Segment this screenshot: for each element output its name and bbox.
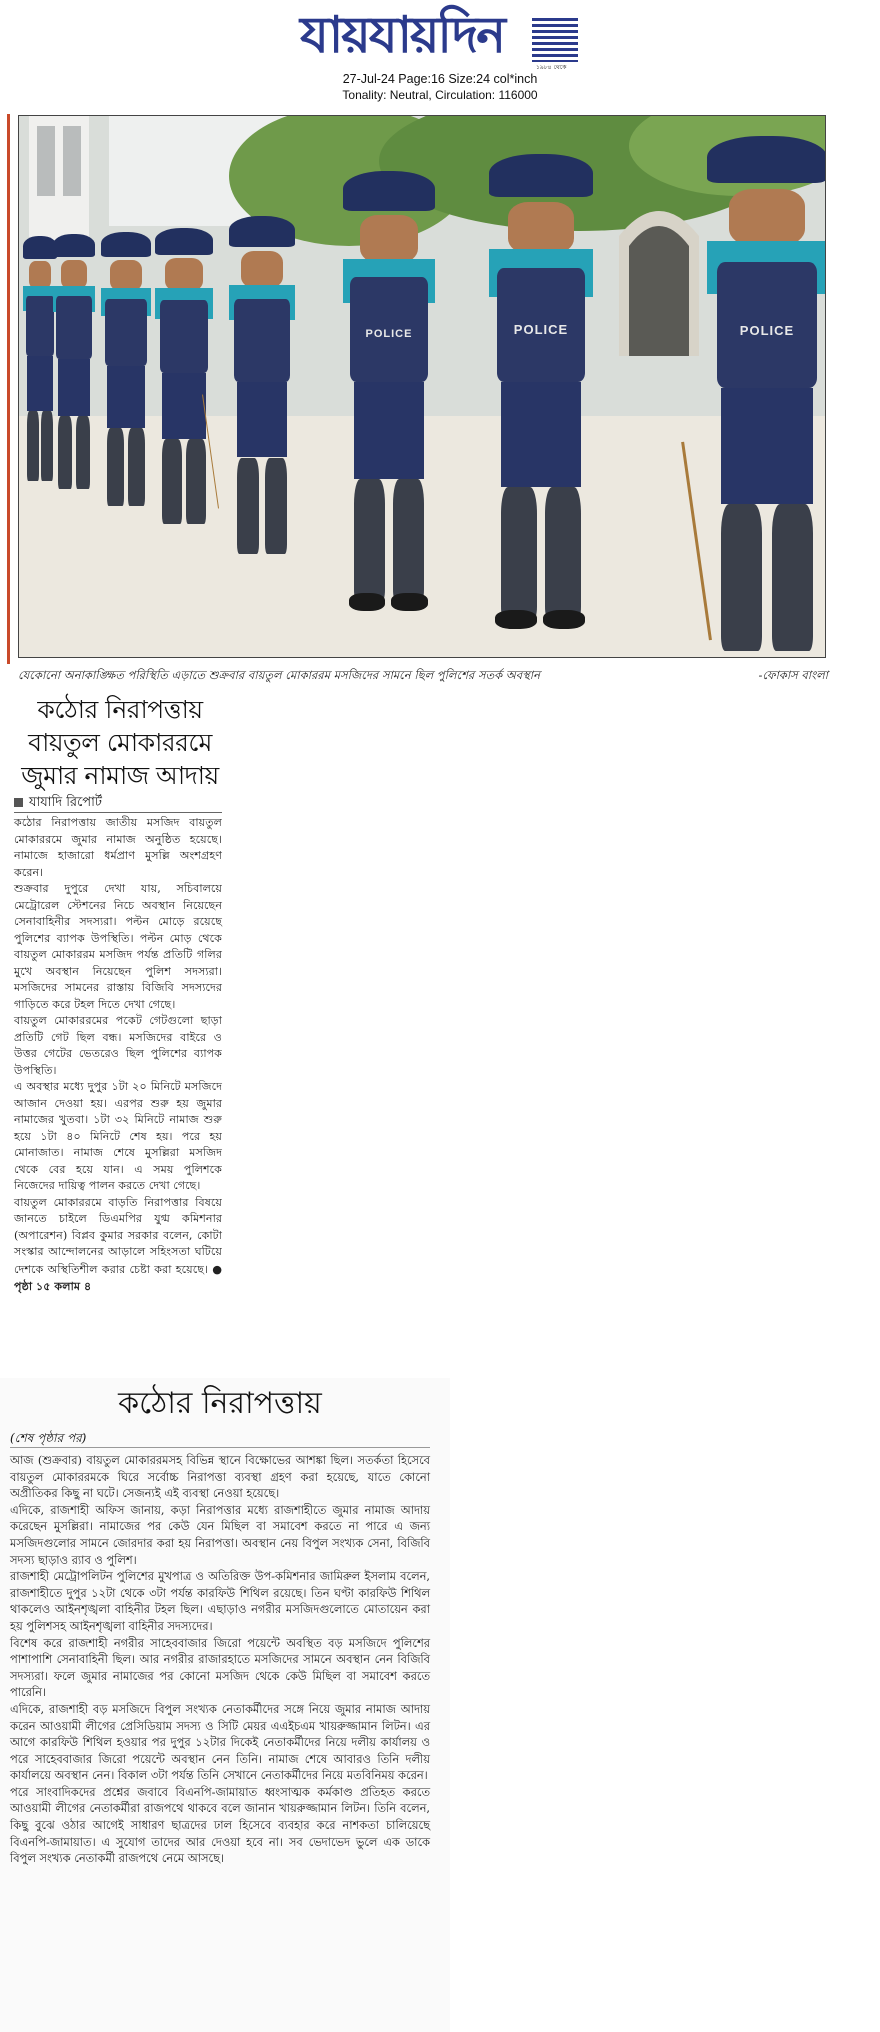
police-officer [707,136,826,658]
jump-reference: ● পৃষ্ঠা ১৫ কলাম ৪ [14,1261,222,1293]
byline [14,793,222,814]
article-paragraph-text: বায়তুল মোকাররমে বাড়তি নিরাপত্তার বিষয়ে জানতে চাইলে ডিএমপির যুগ্ম কমিশনার (অপারেশন) বিপ্লব কুমার সরকার বলেন, কোটা সংস্কার আন্দোলনের আড়ালে সহিংসতা ঘটিয়ে দেশকে অস্থিতিশীল করার চেষ্টা করা হয়েছে। [14,1195,222,1276]
photo-caption [18,667,828,685]
clipping-meta-size: 27-Jul-24 Page:16 Size:24 col*inch [342,72,538,86]
jump-text: পৃষ্ঠা ১৫ কলাম ৪ [14,1279,92,1293]
photo-accent-rule [7,114,10,664]
article-paragraph: বায়তুল মোকাররমের পকেট গেটগুলো ছাড়া প্রতিটি গেট ছিল বন্ধ। মসজিদের বাইরে ও উত্তর গেটের ভেতরেও ছিল পুলিশের ব্যাপক উপস্থিতি। [14,1014,222,1077]
logo-stripes-icon [532,18,578,62]
newspaper-logo [300,5,580,71]
logo-tagline: ১৯৮৪ থেকে [536,64,567,71]
police-officer [489,154,593,629]
headline-line: জুমার নামাজ আদায় [21,761,219,790]
article-paragraph [14,1195,222,1296]
building-window [63,126,81,196]
continuation-paragraph: পরে সাংবাদিকদের প্রশ্নের জবাবে বিএনপি-জামায়াত ধ্বংসাত্মক কর্মকাণ্ড প্রতিহত করতে আওয়ামী লীগের নেতাকর্মীরা রাজপথে থাকবে বলে জানান খায়রুজ্জামান লিটন। তিনি বলেন, কিছু বুঝে ওঠার আগেই সাধারণ ছাত্রদের ঢাল হিসেবে ব্যবহার করে নাশকতা চালিয়েছে বিএনপি-জামায়াত। এ সুযোগ তাদের আর দেওয়া হবে না। সব ভেদাভেদ ভুলে এক ডাকে বিপুল সংখ্যক নেতাকর্মী রাজপথে নেমে আসছে। [10,1784,430,1866]
police-officer [23,236,57,486]
continuation-note: (শেষ পৃষ্ঠার পর) [10,1431,87,1445]
vest-police-label: POLICE [513,322,569,338]
continuation-paragraph: আজ (শুক্রবার) বায়তুল মোকাররমসহ বিভিন্ন স্থানে বিক্ষোভের আশঙ্কা ছিল। সতর্কতা হিসেবে বায়তুল মোকাররমকে ঘিরে সর্বোচ্চ নিরাপত্তা ব্যবস্থা গ্রহণ করা হয়েছে, যাতে কোনো অপ্রীতিকর কিছু না ঘটে। সেজন্যই এই ব্যবস্থা নেওয়া হয়েছে। [10,1453,430,1501]
byline-rule [14,812,222,813]
continuation-paragraph: এদিকে, রাজশাহী অফিস জানায়, কড়া নিরাপত্তার মধ্যে রাজশাহীতে জুমার নামাজ আদায় করেছেন মুসল্লিরা। নামাজের পর কেউ যেন মিছিল বা সমাবেশ করতে না পারে এ জন্য মসজিদগুলোর সামনে জোরদার করা হয় নিরাপত্তা। অবস্থান নেয় বিপুল সংখ্যক সেনা, বিজিবি সদস্য ছাড়াও র‌্যাব ও পুলিশ। [10,1502,430,1567]
police-officer [343,171,435,611]
continuation-rule [10,1447,430,1448]
archway-shadow [629,226,689,356]
clipping-meta-tonality: Tonality: Neutral, Circulation: 116000 [342,88,538,102]
masthead [0,0,880,110]
police-officer [53,234,95,494]
article-headline [14,693,226,792]
building-window [37,126,55,196]
headline-line: বায়তুল মোকাররমে [28,728,212,757]
continuation-headline: কঠোর নিরাপত্তায় [118,1386,322,1421]
byline-text: যাযাদি রিপোর্ট [29,795,102,810]
article-paragraph: কঠোর নিরাপত্তায় জাতীয় মসজিদ বায়তুল মোকাররমে জুমার নামাজ অনুষ্ঠিত হয়েছে। নামাজে হাজারো ধর্মপ্রাণ মুসল্লি অংশগ্রহণ করেন। [14,816,222,879]
article-paragraph: এ অবস্থার মধ্যে দুপুর ১টা ২০ মিনিটে মসজিদে আজান দেওয়া হয়। এরপর শুরু হয় জুমার নামাজের খুতবা। ১টা ৩২ মিনিটে নামাজ শুরু হয়ে ১টা ৪০ মিনিটে শেষ হয়। পরে হয় মোনাজাত। নামাজ শেষে মুসল্লিরা মসজিদ থেকে বের হয়ে যান। এ সময় পুলিশকে নিজেদের দায়িত্ব পালন করতে দেখা গেছে। [14,1080,222,1192]
continuation-body [10,1452,430,1867]
vest-police-label: POLICE [739,322,795,338]
police-officer [229,216,295,561]
police-officer [155,228,213,530]
logo-text: যায়যায়দিন [300,5,504,64]
police-officer [101,232,151,512]
article-paragraph: শুক্রবার দুপুরে দেখা যায়, সচিবালয়ে মেট্রোরেল স্টেশনের নিচে অবস্থান নিয়েছেন সেনাবাহিনীর সদস্যরা। পল্টন মোড়ে রয়েছে পুলিশের ব্যাপক উপস্থিতি। পল্টন মোড় থেকে বায়তুল মোকাররম মসজিদ পর্যন্ত প্রতিটি গলির মুখে অবস্থান নিয়েছেন পুলিশ সদস্যরা। মসজিদের সামনের রাস্তায় বিজিবি সদস্যদের গাড়িতে করে টহল দিতে দেখা গেছে। [14,882,222,1011]
continuation-paragraph: বিশেষ করে রাজশাহী নগরীর সাহেববাজার জিরো পয়েন্টে অবস্থিত বড় মসজিদে পুলিশের পাশাপাশি সেনাবাহিনী ছিল। আর নগরীর রাজারহাতে মসজিদের সামনে অবস্থান নেন বিজিবি সদস্যরা। ফলে জুমার নামাজের পর কোনো মসজিদ থেকে কেউ মিছিল বা সমাবেশ করতে পারেনি। [10,1635,430,1700]
continuation-paragraph: এদিকে, রাজশাহী বড় মসজিদে বিপুল সংখ্যক নেতাকর্মীদের সঙ্গে নিয়ে জুমার নামাজ আদায় করেন আওয়ামী লীগের প্রেসিডিয়াম সদস্য ও সিটি মেয়র এএইচএম খায়রুজ্জামান লিটন। এর আগে কারফিউ শিথিল হওয়ার পর দুপুর ১২টার দিকেই নেতাকর্মীদের নিয়ে দলীয় কার্যালয় ও পরে সাহেববাজার জিরো পয়েন্টে অবস্থান নেন তিনি। নামাজ শেষে আবারও তিনি দলীয় কার্যালয়ে অবস্থান নেন। বিকাল ৩টা পর্যন্ত তিনি সেখানে নেতাকর্মীদের নিয়ে মতবিনিময় করেন। [10,1701,430,1783]
caption-text: যেকোনো অনাকাঙ্ক্ষিত পরিস্থিতি এড়াতে শুক্রবার বায়তুল মোকাররম মসজিদের সামনে ছিল পুলিশের সতর্ক অবস্থান [18,668,540,682]
article-body [14,815,222,1296]
continuation-paragraph: রাজশাহী মেট্রোপলিটন পুলিশের মুখপাত্র ও অতিরিক্ত উপ-কমিশনার জামিরুল ইসলাম বলেন, রাজশাহীতে দুপুর ১২টা থেকে ৩টা পর্যন্ত কারফিউ শিথিল রয়েছে। তিন ঘণ্টা কারফিউ শিথিল থাকলেও আইনশৃঙ্খলা বাহিনীর টহল ছিল। এছাড়াও নগরীর মসজিদগুলোতে মোতায়েন করা হয় পুলিশসহ আইনশৃঙ্খলা বাহিনীর সদস্যদের। [10,1569,430,1633]
vest-police-label: POLICE [365,327,413,340]
caption-credit: -ফোকাস বাংলা [758,668,828,682]
square-bullet-icon [14,798,23,807]
headline-line: কঠোর নিরাপত্তায় [37,695,203,724]
news-photo [18,115,826,658]
